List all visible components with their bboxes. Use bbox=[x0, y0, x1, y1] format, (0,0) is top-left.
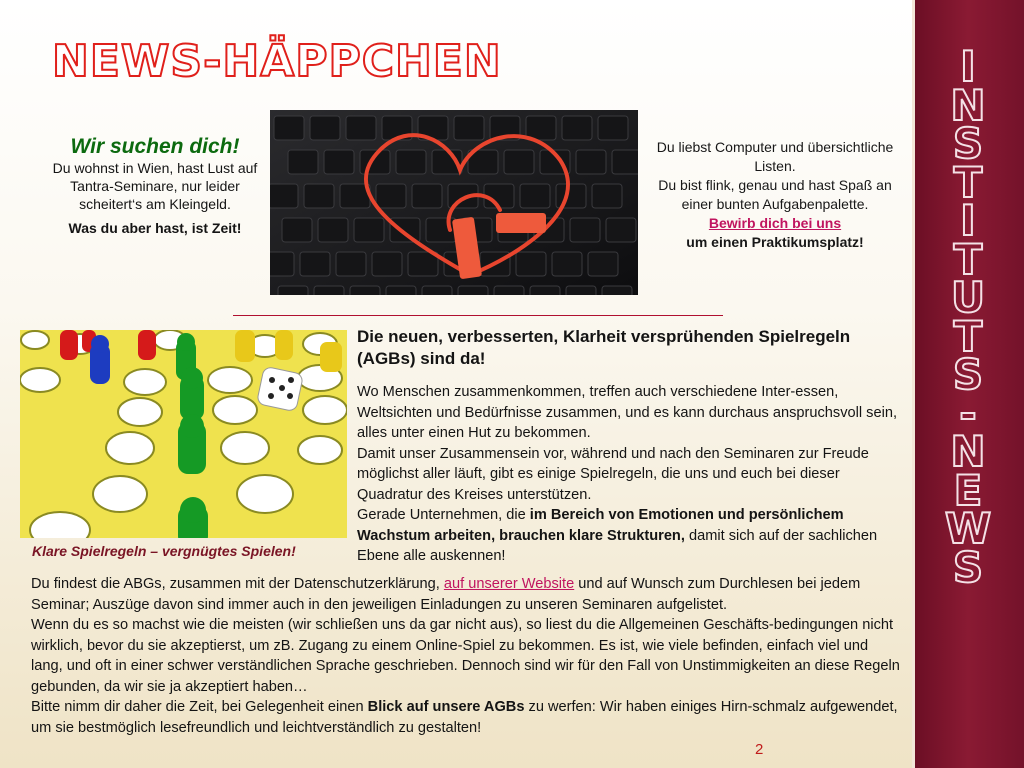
recruit-heading: Wir suchen dich! bbox=[70, 135, 240, 158]
bottom-body bbox=[31, 574, 901, 738]
agb-paragraph-3 bbox=[357, 505, 905, 567]
game-caption: Klare Spielregeln – vergnügtes Spielen! bbox=[32, 543, 296, 559]
bottom-p1-post: und auf Wunsch zum Durchlesen bei jedem Seminar; Auszüge davon sind immer auch in den jeweiligen Einladungen zu unseren Seminaren aufgelistet. bbox=[31, 576, 861, 613]
website-link[interactable]: auf unserer Website bbox=[443, 576, 575, 592]
game-image bbox=[20, 330, 347, 538]
vertical-title-letter: S bbox=[952, 542, 984, 592]
agb-paragraph-2: Damit unser Zusammensein vor, während und nach den Seminaren zur Freude möglichst aller läuft, gibt es einige Spielregeln, die uns und euch bei dieser Quadratur des Kreises unterstützen. bbox=[357, 445, 869, 503]
vertical-title-letter: U bbox=[950, 273, 986, 322]
vertical-title-letter: T bbox=[953, 311, 983, 361]
agb-p3-bold: im Bereich von Emotionen und persönlichem Wachstum arbeiten, brauchen klare Strukturen, bbox=[357, 507, 844, 544]
vertical-title-letter: I bbox=[960, 196, 976, 245]
agb-body bbox=[357, 382, 905, 567]
vertical-title bbox=[912, 42, 1024, 708]
keyboard-cable-heart-icon bbox=[270, 110, 638, 295]
internship-line3: um einen Praktikumsplatz! bbox=[686, 234, 864, 250]
keyboard-image bbox=[270, 110, 638, 295]
vertical-title-letter: N bbox=[950, 80, 986, 130]
agb-paragraph-1: Wo Menschen zusammenkommen, treffen auch verschiedene Inter-essen, Weltsichten und Bedürfnisse zusammen, und es kann durchaus anspruchsvoll sein, alles unter einen Hut zu bekommen. bbox=[357, 384, 897, 441]
vertical-title-letter: E bbox=[953, 465, 983, 515]
internship-line2: Du bist flink, genau und hast Spaß an einer bunten Aufgabenpalette. bbox=[658, 177, 892, 212]
vertical-title-letter: I bbox=[960, 42, 976, 91]
vertical-title-letter: - bbox=[959, 388, 977, 438]
recruit-box bbox=[40, 135, 270, 237]
bottom-paragraph-3 bbox=[31, 697, 901, 738]
vertical-title-letter: T bbox=[953, 157, 983, 207]
bottom-p3-post: zu werfen: Wir haben einiges Hirn-schmalz aufgewendet, um sie bestmöglich lesefreundlich und leichtverständlich zu gestalten! bbox=[31, 699, 898, 736]
internship-box bbox=[655, 138, 895, 252]
internship-line1: Du liebst Computer und übersichtliche Listen. bbox=[656, 139, 894, 174]
agb-p3-pre: Gerade Unternehmen, die bbox=[357, 507, 530, 523]
vertical-title-letter: T bbox=[953, 234, 983, 284]
bottom-p3-bold: Blick auf unsere AGBs bbox=[367, 699, 525, 715]
recruit-text: Du wohnst in Wien, hast Lust auf Tantra-Seminare, nur leider scheitert‘s am Kleingeld. bbox=[52, 160, 258, 212]
apply-link[interactable]: Bewirb dich bei uns bbox=[708, 215, 842, 231]
page-number: 2 bbox=[755, 741, 764, 758]
agb-p3-post: damit sich auf der sachlichen Ebene alle auskennen! bbox=[357, 527, 878, 564]
bottom-paragraph-1 bbox=[31, 574, 901, 615]
vertical-title-letter: W bbox=[944, 504, 992, 553]
page-title: NEWS-HÄPPCHEN bbox=[52, 36, 502, 87]
board-game-icon bbox=[20, 330, 347, 538]
vertical-title-letter: S bbox=[952, 350, 984, 399]
bottom-p1-pre: Du findest die ABGs, zusammen mit der Datenschutzerklärung, bbox=[31, 576, 444, 592]
section-divider bbox=[233, 315, 723, 316]
recruit-strong: Was du aber hast, ist Zeit! bbox=[68, 220, 242, 236]
vertical-title-letter: N bbox=[950, 427, 986, 476]
bottom-p3-pre: Bitte nimm dir daher die Zeit, bei Gelegenheit einen bbox=[31, 699, 368, 715]
vertical-title-letter: S bbox=[952, 119, 984, 168]
bottom-paragraph-2: Wenn du es so machst wie die meisten (wir schließen uns da gar nicht aus), so liest du die Allgemeinen Geschäfts-bedingungen nicht wirklich, bevor du sie akzeptierst, um zB. Zugang zu einem Online-Spiel zu bekommen. Es ist, wie viele befinden, einfach viel und lang, und oft in einer schwer verständlichen Sprache geschrieben. Dennoch sind wir für den Fall von Unstimmigkeiten an diese Regeln gebunden, da wir sie ja akzeptiert haben… bbox=[31, 617, 900, 695]
agb-heading: Die neuen, verbesserten, Klarheit versprühenden Spielregeln (AGBs) sind da! bbox=[357, 327, 851, 368]
